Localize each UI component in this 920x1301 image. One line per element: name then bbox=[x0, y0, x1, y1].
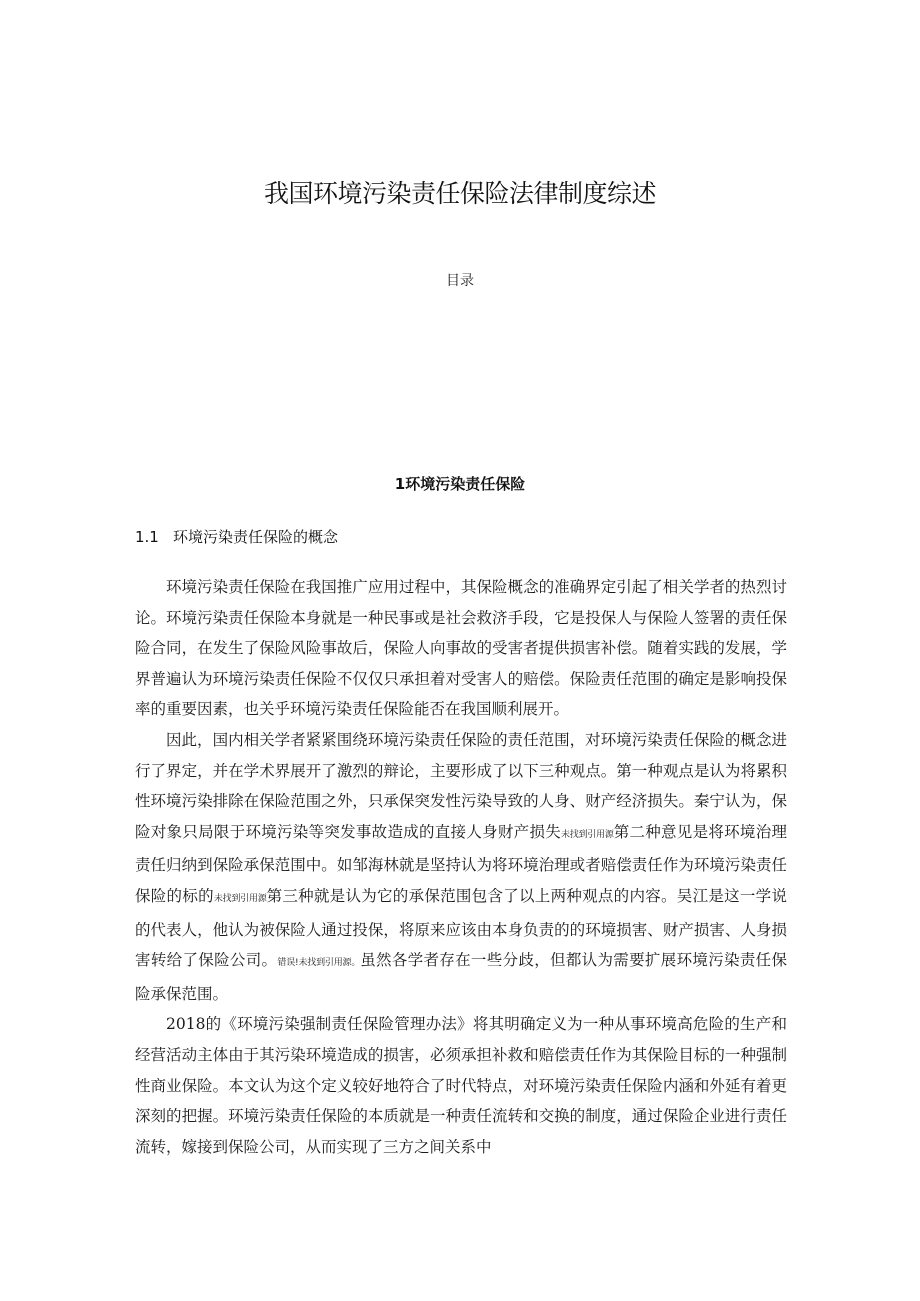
document-title: 我国环境污染责任保险法律制度综述 bbox=[263, 179, 656, 208]
subsection-number: 1.1 bbox=[135, 528, 159, 546]
subsection-title: 环境污染责任保险的概念 bbox=[173, 528, 339, 546]
paragraph-2-text-a: 因此，国内相关学者紧紧围绕环境污染责任保险的责任范围，对环境污染责任保险的概念进行了界定，并在学术界展开了激烈的辩论，主要形成了以下三种观点。第一种观点是认为将累积性环境污染排除在保险范围之外，只承保突发性污染导致的人身、财产经济损失。秦宁认为，保险对象只局限于环境污染等突发事故造成的直接人身财产损失 bbox=[135, 730, 787, 841]
subsection-heading bbox=[135, 526, 338, 547]
citation-error-3: 错误!未找到引用源。 bbox=[277, 958, 361, 969]
table-of-contents-label: 目录 bbox=[446, 273, 474, 289]
paragraph-2-text-c: 第三种就是认为它的承保范围包含了以上两种观点的内容。吴江是这一学说的代表人，他认为被保险人通过投保，将原来应该由本身负责的的环境损害、财产损害、人身损害转给了保险公司。 bbox=[135, 886, 787, 970]
paragraph-2 bbox=[135, 725, 787, 1009]
paragraph-2-text-b: 第二种意见是将环境治理责任归纳到保险承保范围中。如邹海林就是坚持认为将环境治理或者赔偿责任作为环境污染责任保险的标的 bbox=[135, 822, 787, 905]
paragraph-2-text-d: 虽然各学者存在一些分歧，但都认为需要扩展环境污染责任保险承保范围。 bbox=[135, 951, 787, 1003]
citation-error-2: 未找到引用源 bbox=[213, 893, 267, 904]
paragraph-3: 2018的《环境污染强制责任保险管理办法》将其明确定义为一种从事环境高危险的生产和经营活动主体由于其污染环境造成的损害，必须承担补救和赔偿责任作为其保险目标的一种强制性商业保险。本文认为这个定义较好地符合了时代特点，对环境污染责任保险内涵和外延有着更深刻的把握。环境污染责任保险的本质就是一种责任流转和交换的制度，通过保险企业进行责任流转，嫁接到保险公司，从而实现了三方之间关系中 bbox=[135, 1015, 787, 1156]
section-heading: 1环境污染责任保险 bbox=[394, 475, 526, 493]
citation-error-1: 未找到引用源 bbox=[561, 829, 614, 840]
paragraph-1: 环境污染责任保险在我国推广应用过程中，其保险概念的准确界定引起了相关学者的热烈讨论。环境污染责任保险本身就是一种民事或是社会救济手段，它是投保人与保险人签署的责任保险合同，在发生了保险风险事故后，保险人向事故的受害者提供损害补偿。随着实践的发展，学界普遍认为环境污染责任保险不仅仅只承担着对受害人的赔偿。保险责任范围的确定是影响投保率的重要因素，也关乎环境污染责任保险能否在我国顺利展开。 bbox=[135, 578, 787, 719]
document-body bbox=[135, 572, 787, 1162]
